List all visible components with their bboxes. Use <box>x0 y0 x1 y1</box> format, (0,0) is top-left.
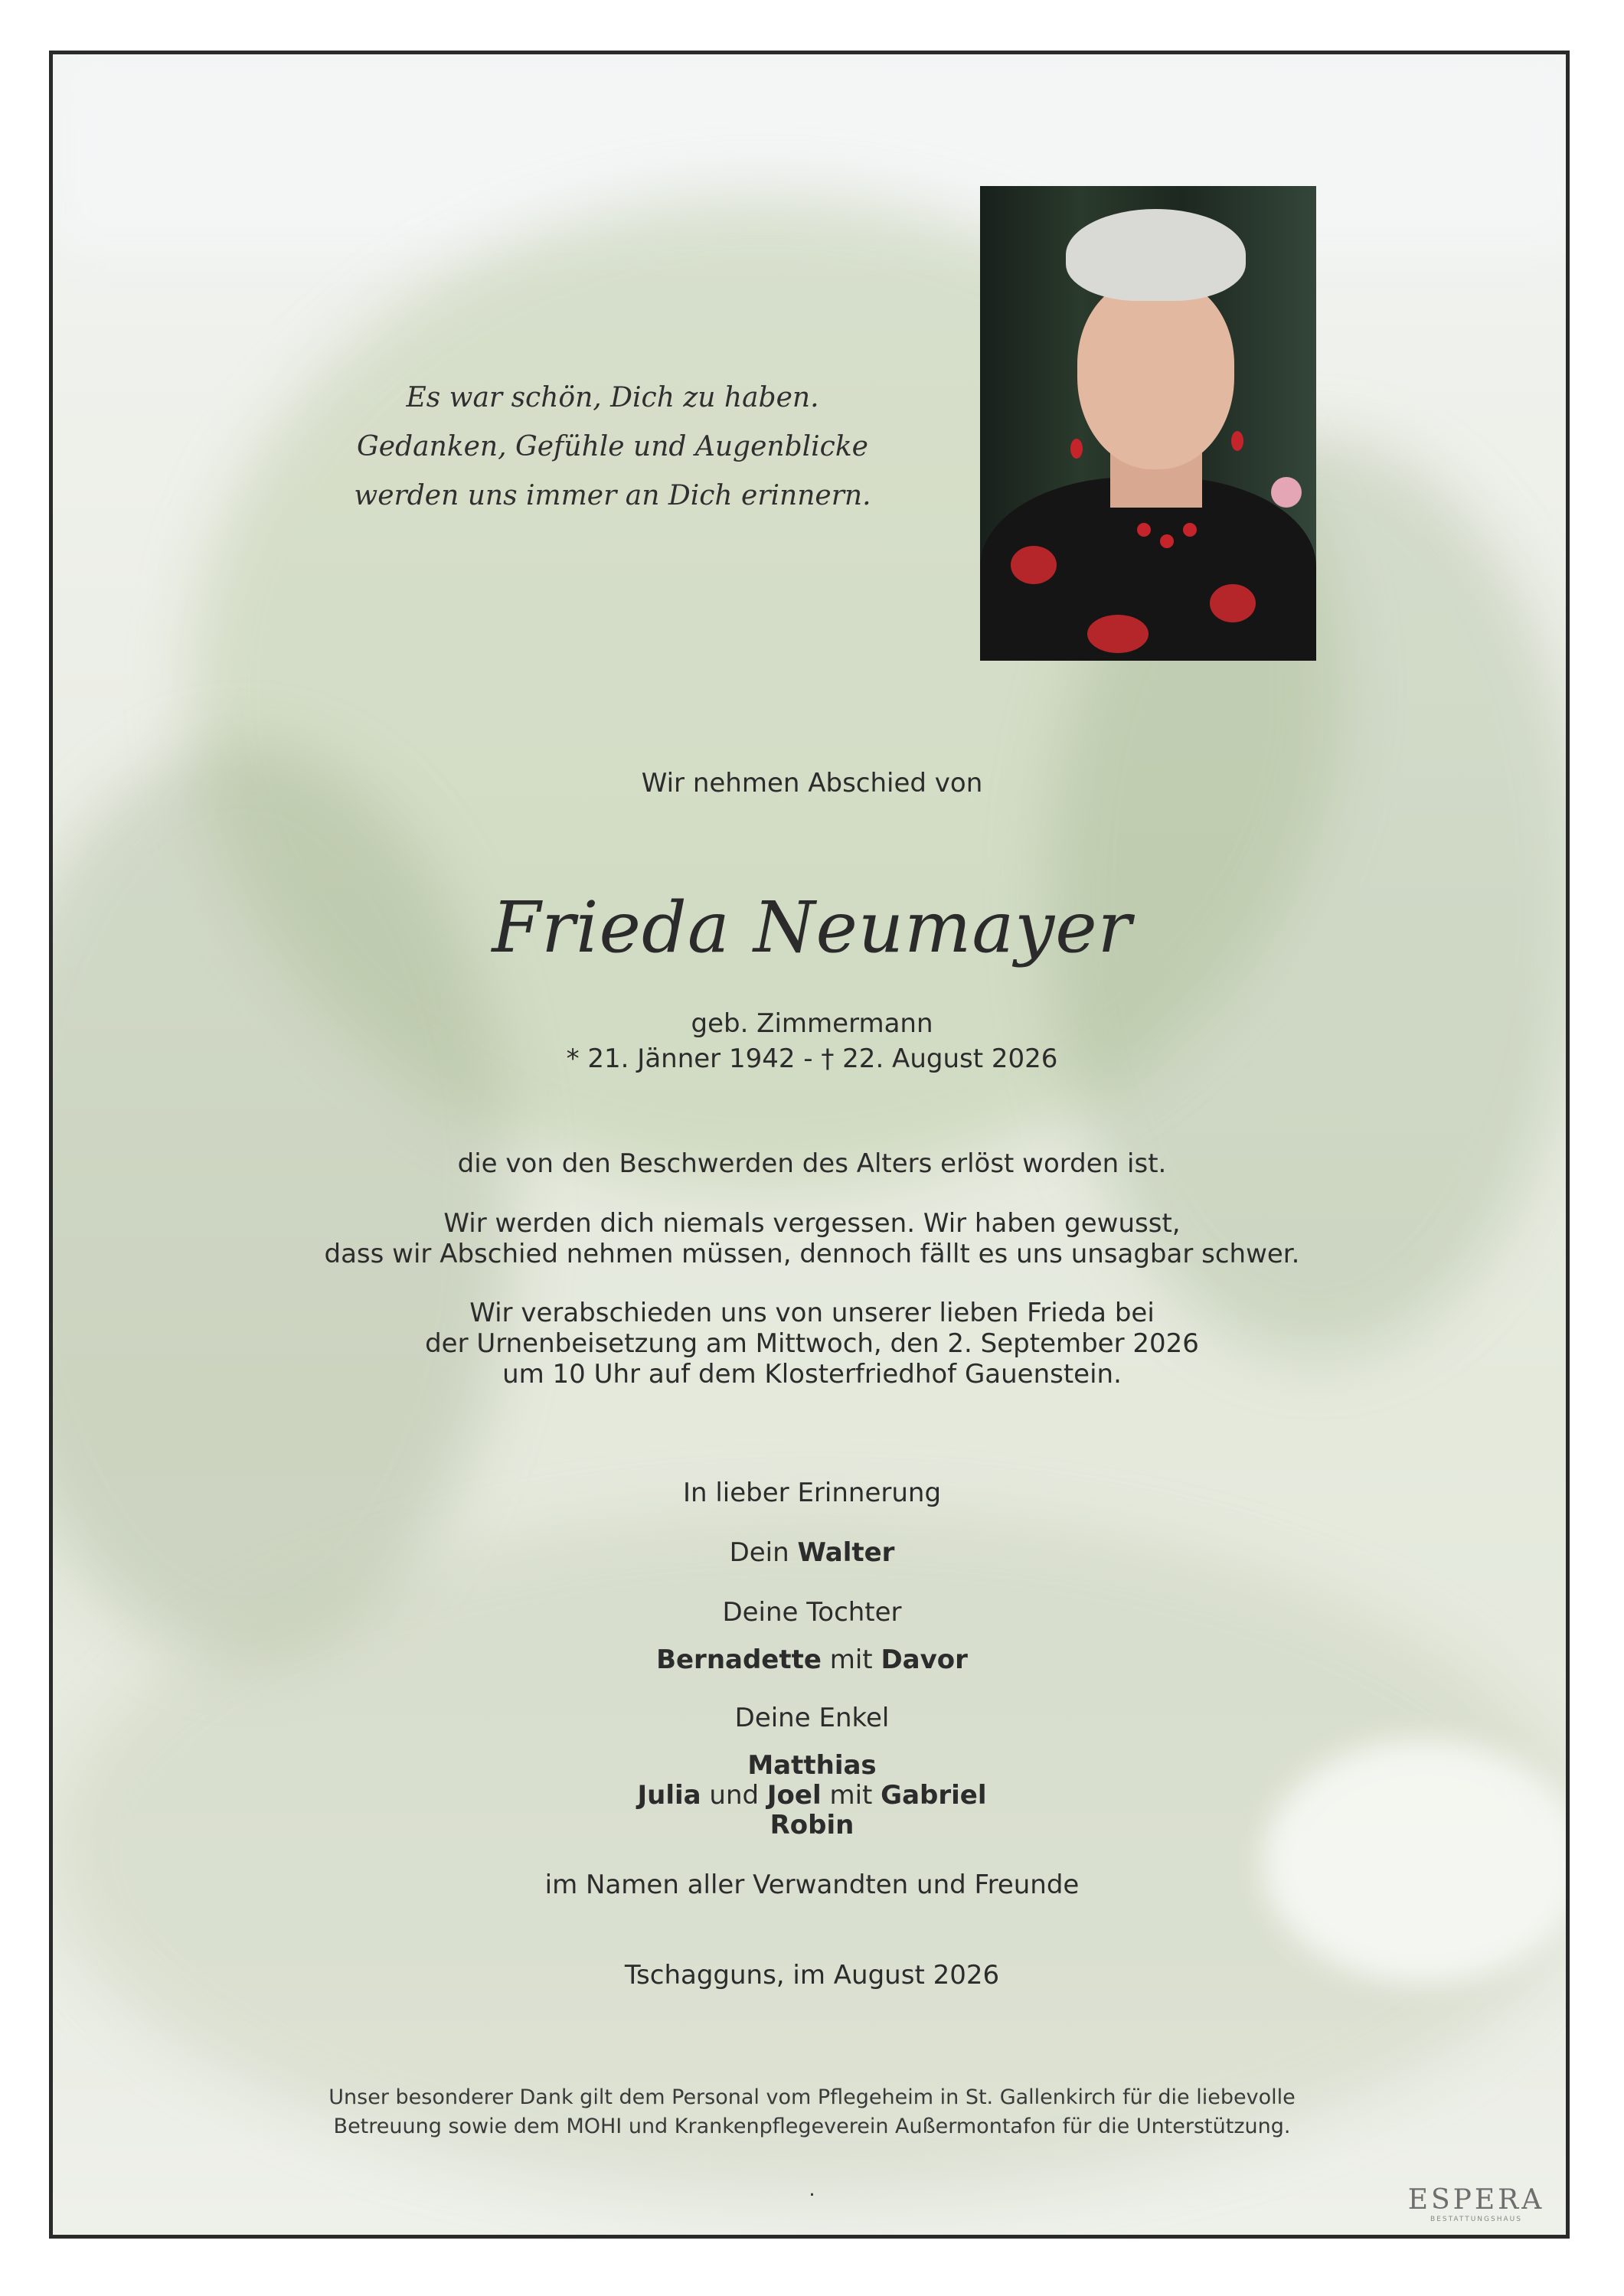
relatives-text: im Namen aller Verwandten und Freunde <box>544 1870 1080 1900</box>
place-date: Tschagguns, im August 2026 <box>624 1960 1000 1991</box>
logo-subtitle: BESTATTUNGSHAUS <box>1430 2216 1522 2223</box>
portrait-photo <box>980 186 1316 661</box>
poem <box>268 374 957 521</box>
memory-heading: In lieber Erinnerung <box>682 1478 942 1508</box>
announcement-text: die von den Beschwerden des Alters erlöst worden ist. <box>457 1148 1167 1179</box>
poem-line: Es war schön, Dich zu haben. <box>406 382 819 413</box>
life-dates: * 21. Jänner 1942 - † 22. August 2026 <box>566 1043 1058 1074</box>
daughter-label: Deine Tochter <box>722 1597 902 1628</box>
farewell-paragraph: Wir werden dich niemals vergessen. Wir haben gewusst, dass wir Abschied nehmen müssen, dennoch fällt es uns unsagbar schwer. <box>324 1208 1300 1269</box>
grandchild-name: Matthias <box>747 1750 877 1781</box>
daughter-names: Bernadette mit Davor <box>656 1644 968 1675</box>
deceased-name: Frieda Neumayer <box>492 887 1132 968</box>
poem-line: werden uns immer an Dich erinnern. <box>354 480 871 511</box>
grandchildren-names: Julia und Joel mit Gabriel <box>637 1780 987 1811</box>
maiden-name: geb. Zimmermann <box>691 1008 933 1039</box>
husband-line: Dein Walter <box>729 1537 895 1568</box>
funeral-details: Wir verabschieden uns von unserer lieben Frieda bei der Urnenbeisetzung am Mittwoch, den 2. September 2026 um 10 Uhr auf dem Klosterfriedhof Gauenstein. <box>425 1298 1199 1390</box>
poem-line: Gedanken, Gefühle und Augenblicke <box>357 431 868 462</box>
thanks-note: Unser besonderer Dank gilt dem Personal vom Pflegeheim in St. Gallenkirch für die liebevolle Betreuung sowie dem MOHI und Krankenpflegeverein Außermontafon für die Unterstützung. <box>328 2085 1296 2138</box>
footer-dot: . <box>809 2178 815 2201</box>
intro-text: Wir nehmen Abschied von <box>641 768 983 799</box>
grandchildren-label: Deine Enkel <box>734 1703 890 1733</box>
logo-wordmark: ESPERA <box>1407 2184 1545 2216</box>
funeral-home-logo <box>1407 2184 1545 2223</box>
grandchild-name: Robin <box>770 1810 854 1840</box>
